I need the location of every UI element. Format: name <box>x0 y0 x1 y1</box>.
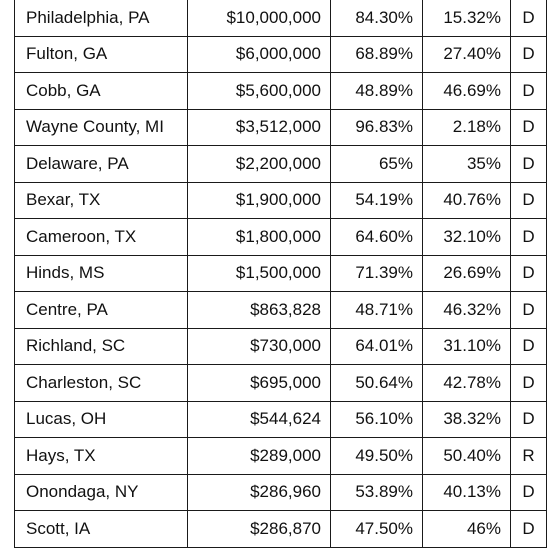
county-cell: Wayne County, MI <box>15 109 188 146</box>
county-cell: Philadelphia, PA <box>15 0 188 36</box>
rep-percent-cell: 35% <box>423 146 511 183</box>
party-cell: D <box>511 146 547 183</box>
table-row <box>15 438 547 475</box>
rep-percent-cell: 27.40% <box>423 36 511 73</box>
party-cell: D <box>511 0 547 36</box>
party-cell: D <box>511 219 547 256</box>
amount-cell: $10,000,000 <box>188 0 331 36</box>
amount-cell: $730,000 <box>188 328 331 365</box>
party-cell: R <box>511 438 547 475</box>
table-row <box>15 401 547 438</box>
party-cell: D <box>511 255 547 292</box>
rep-percent-cell: 32.10% <box>423 219 511 256</box>
party-cell: D <box>511 511 547 548</box>
county-cell: Scott, IA <box>15 511 188 548</box>
rep-percent-cell: 31.10% <box>423 328 511 365</box>
dem-percent-cell: 96.83% <box>331 109 423 146</box>
rep-percent-cell: 40.76% <box>423 182 511 219</box>
party-cell: D <box>511 36 547 73</box>
amount-cell: $2,200,000 <box>188 146 331 183</box>
amount-cell: $286,870 <box>188 511 331 548</box>
county-cell: Richland, SC <box>15 328 188 365</box>
rep-percent-cell: 15.32% <box>423 0 511 36</box>
dem-percent-cell: 64.60% <box>331 219 423 256</box>
party-cell: D <box>511 182 547 219</box>
table-body <box>15 0 547 547</box>
county-cell: Bexar, TX <box>15 182 188 219</box>
amount-cell: $1,900,000 <box>188 182 331 219</box>
rep-percent-cell: 2.18% <box>423 109 511 146</box>
amount-cell: $289,000 <box>188 438 331 475</box>
table-row <box>15 36 547 73</box>
amount-cell: $5,600,000 <box>188 73 331 110</box>
rep-percent-cell: 46.32% <box>423 292 511 329</box>
county-cell: Lucas, OH <box>15 401 188 438</box>
county-cell: Hays, TX <box>15 438 188 475</box>
rep-percent-cell: 26.69% <box>423 255 511 292</box>
amount-cell: $3,512,000 <box>188 109 331 146</box>
county-cell: Fulton, GA <box>15 36 188 73</box>
dem-percent-cell: 47.50% <box>331 511 423 548</box>
amount-cell: $1,800,000 <box>188 219 331 256</box>
rep-percent-cell: 40.13% <box>423 474 511 511</box>
dem-percent-cell: 68.89% <box>331 36 423 73</box>
dem-percent-cell: 56.10% <box>331 401 423 438</box>
dem-percent-cell: 48.71% <box>331 292 423 329</box>
county-cell: Centre, PA <box>15 292 188 329</box>
dem-percent-cell: 50.64% <box>331 365 423 402</box>
county-cell: Delaware, PA <box>15 146 188 183</box>
table-row <box>15 0 547 36</box>
amount-cell: $6,000,000 <box>188 36 331 73</box>
party-cell: D <box>511 292 547 329</box>
dem-percent-cell: 49.50% <box>331 438 423 475</box>
table-row <box>15 146 547 183</box>
rep-percent-cell: 42.78% <box>423 365 511 402</box>
dem-percent-cell: 71.39% <box>331 255 423 292</box>
table-row <box>15 182 547 219</box>
party-cell: D <box>511 73 547 110</box>
amount-cell: $863,828 <box>188 292 331 329</box>
dem-percent-cell: 54.19% <box>331 182 423 219</box>
table-row <box>15 255 547 292</box>
table-row <box>15 365 547 402</box>
rep-percent-cell: 50.40% <box>423 438 511 475</box>
county-cell: Hinds, MS <box>15 255 188 292</box>
amount-cell: $695,000 <box>188 365 331 402</box>
table-row <box>15 292 547 329</box>
party-cell: D <box>511 109 547 146</box>
table-row <box>15 511 547 548</box>
county-cell: Onondaga, NY <box>15 474 188 511</box>
table-row <box>15 109 547 146</box>
county-funding-table <box>14 0 547 548</box>
dem-percent-cell: 65% <box>331 146 423 183</box>
amount-cell: $286,960 <box>188 474 331 511</box>
party-cell: D <box>511 365 547 402</box>
amount-cell: $1,500,000 <box>188 255 331 292</box>
dem-percent-cell: 48.89% <box>331 73 423 110</box>
rep-percent-cell: 46% <box>423 511 511 548</box>
data-table-container <box>14 0 546 548</box>
party-cell: D <box>511 328 547 365</box>
party-cell: D <box>511 401 547 438</box>
dem-percent-cell: 53.89% <box>331 474 423 511</box>
rep-percent-cell: 38.32% <box>423 401 511 438</box>
dem-percent-cell: 64.01% <box>331 328 423 365</box>
table-row <box>15 219 547 256</box>
amount-cell: $544,624 <box>188 401 331 438</box>
county-cell: Cobb, GA <box>15 73 188 110</box>
county-cell: Charleston, SC <box>15 365 188 402</box>
party-cell: D <box>511 474 547 511</box>
table-row <box>15 474 547 511</box>
county-cell: Cameroon, TX <box>15 219 188 256</box>
table-row <box>15 328 547 365</box>
dem-percent-cell: 84.30% <box>331 0 423 36</box>
rep-percent-cell: 46.69% <box>423 73 511 110</box>
table-row <box>15 73 547 110</box>
